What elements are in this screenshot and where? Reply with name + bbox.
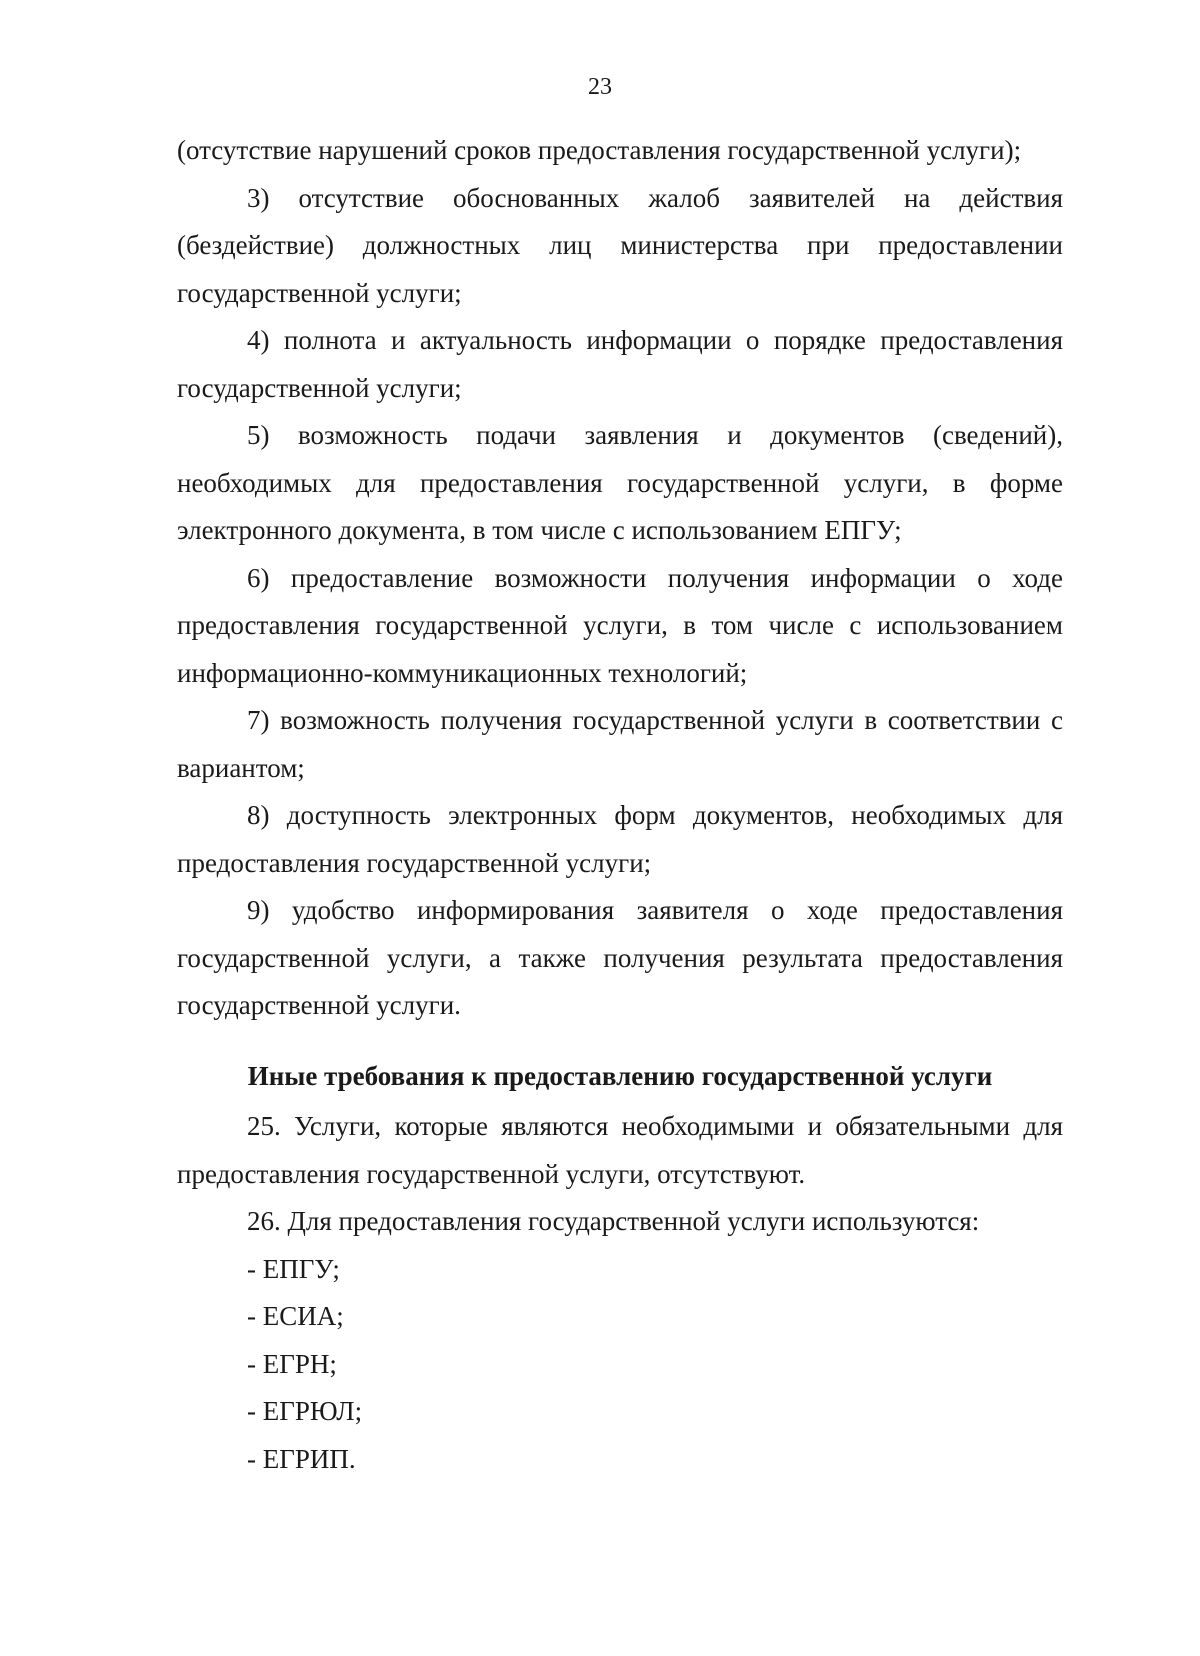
section-heading: Иные требования к предоставлению государственной услуги [247, 1060, 993, 1091]
list-item-egryul: - ЕГРЮЛ; [247, 1396, 363, 1426]
paragraph-item-8: 8) доступность электронных форм документов, необходимых для предоставления государственной услуги; [177, 800, 1063, 878]
document-body [177, 127, 1063, 1483]
paragraph-item-9: 9) удобство информирования заявителя о ходе предоставления государственной услуги, а также получения результата предоставления государственной услуги. [177, 895, 1063, 1020]
paragraph-item-4: 4) полнота и актуальность информации о порядке предоставления государственной услуги; [177, 325, 1063, 403]
paragraph-item-7: 7) возможность получения государственной услуги в соответствии с вариантом; [177, 705, 1063, 783]
list-item-egrip: - ЕГРИП. [247, 1443, 356, 1474]
paragraph-item-6: 6) предоставление возможности получения информации о ходе предоставления государственной услуги, в том числе с использованием информационно-коммуникационных технологий; [177, 562, 1063, 688]
paragraph-25: 25. Услуги, которые являются необходимыми и обязательными для предоставления государственной услуги, отсутствуют. [177, 1111, 1063, 1189]
paragraph-item-3: 3) отсутствие обоснованных жалоб заявителей на действия (бездействие) должностных лиц министерства при предоставлении государственной услуги; [177, 182, 1063, 308]
page-number: 23 [588, 74, 612, 100]
list-item-egrn: - ЕГРН; [247, 1348, 337, 1379]
list-item-esia: - ЕСИА; [247, 1301, 344, 1331]
list-item-epgu: - ЕПГУ; [247, 1253, 340, 1284]
paragraph-26: 26. Для предоставления государственной услуги используются: [247, 1206, 980, 1236]
paragraph-continuation: (отсутствие нарушений сроков предоставления государственной услуги); [177, 135, 1022, 165]
paragraph-item-5: 5) возможность подачи заявления и документов (сведений), необходимых для предоставления государственной услуги, в форме электронного документа, в том числе с использованием ЕПГУ; [177, 420, 1063, 545]
